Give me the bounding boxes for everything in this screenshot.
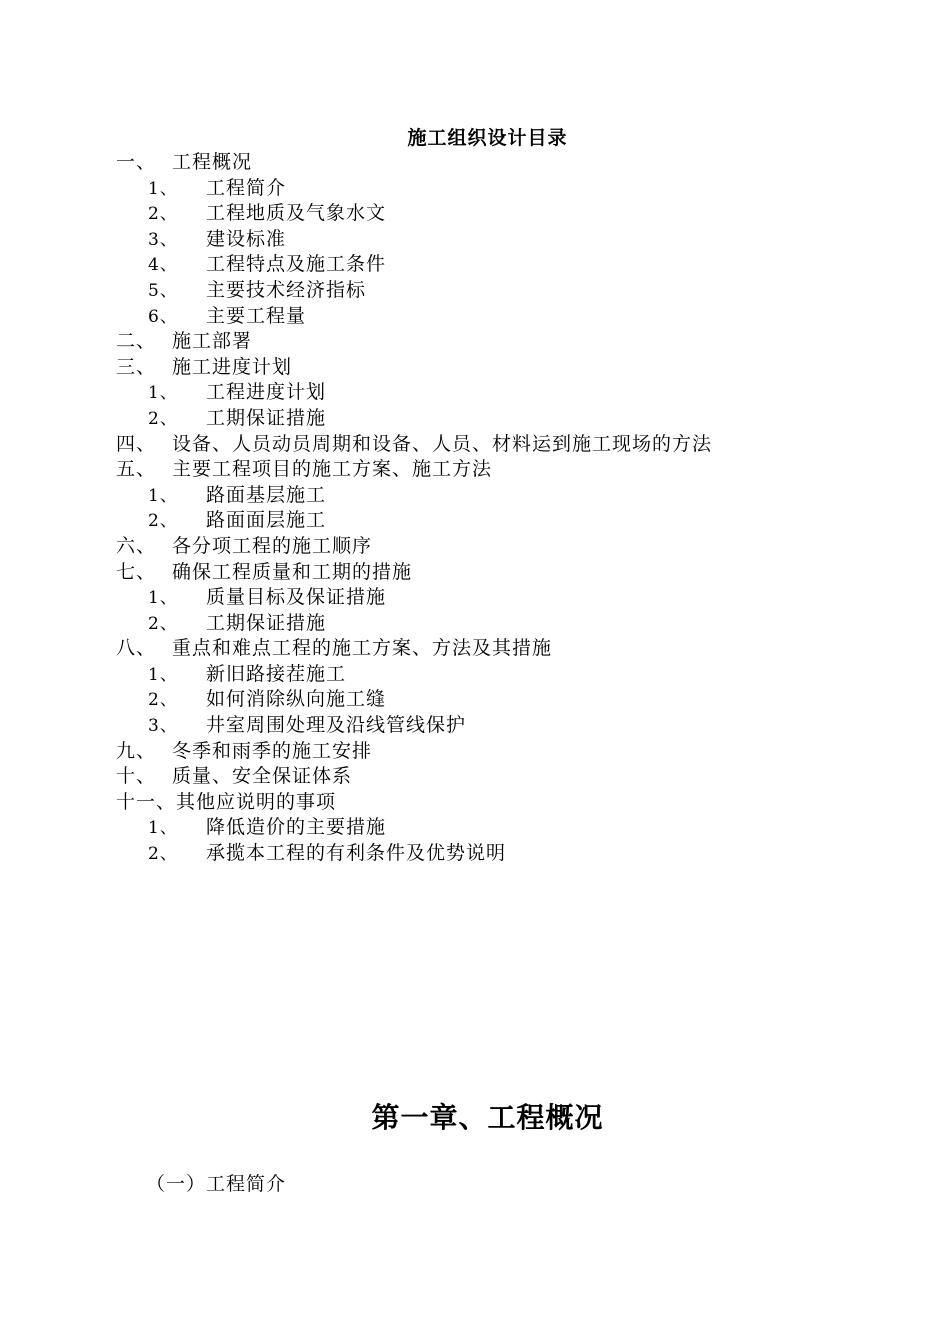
toc-entry-text: 质量、安全保证体系 [172, 765, 353, 788]
toc-entry-text: 新旧路接茬施工 [206, 662, 347, 685]
toc-chapter-entry [116, 790, 916, 816]
toc-entry-text: 主要工程量 [206, 304, 307, 327]
toc-entry-text: 施工部署 [172, 330, 253, 353]
toc-entry-number: 3、 [148, 229, 178, 250]
toc-entry-text: 工期保证措施 [206, 611, 327, 634]
toc-entry-text: 冬季和雨季的施工安排 [172, 739, 373, 762]
toc-entry-number: 1、 [148, 818, 178, 839]
toc-section-entry [116, 201, 916, 227]
toc-entry-number: 2、 [148, 408, 178, 429]
toc-chapter-entry [116, 560, 916, 586]
toc-chapter-entry [116, 329, 916, 355]
toc-section-entry [116, 815, 916, 841]
toc-entry-text: 承揽本工程的有利条件及优势说明 [206, 842, 507, 865]
toc-entry-number: 十、 [116, 765, 157, 788]
toc-entry-number: 1、 [148, 178, 178, 199]
toc-chapter-entry [116, 636, 916, 662]
toc-entry-number: 4、 [148, 255, 178, 276]
toc-entry-number: 一、 [116, 151, 157, 173]
toc-entry-text: 工程简介 [206, 176, 287, 199]
toc-section-entry [116, 508, 916, 534]
toc-entry-text: 路面面层施工 [206, 509, 327, 532]
toc-section-entry [116, 176, 916, 202]
toc-entry-text: 降低造价的主要措施 [206, 816, 387, 839]
chapter-title: 第一章、工程概况 [371, 1101, 604, 1134]
toc-section-entry [116, 304, 916, 330]
toc-entry-number: 1、 [148, 383, 178, 404]
toc-section-entry [116, 585, 916, 611]
toc-entry-number: 1、 [148, 664, 178, 685]
toc-section-entry [116, 227, 916, 253]
toc-chapter-entry [116, 150, 916, 176]
section-title: （一）工程简介 [146, 1173, 287, 1195]
toc-entry-number: 八、 [116, 637, 157, 660]
toc-section-entry [116, 713, 916, 739]
toc-entry-number: 2、 [148, 204, 178, 225]
toc-section-entry [116, 406, 916, 432]
toc-title: 施工组织设计目录 [407, 127, 568, 149]
toc-chapter-entry [116, 355, 916, 381]
toc-entry-number: 四、 [116, 432, 157, 455]
toc-entry-number: 2、 [148, 511, 178, 532]
toc-entry-text: 确保工程质量和工期的措施 [172, 560, 413, 583]
toc-entry-number: 1、 [148, 588, 178, 609]
toc-entry-text: 施工进度计划 [172, 355, 293, 378]
toc-entry-number: 3、 [148, 716, 178, 737]
toc-entry-text: 路面基层施工 [206, 483, 327, 506]
toc-entry-text: 建设标准 [206, 227, 287, 250]
toc-section-entry [116, 662, 916, 688]
toc-entry-number: 2、 [148, 844, 178, 865]
toc-entry-number: 十一、 [116, 790, 177, 813]
toc-section-entry [116, 611, 916, 637]
toc-entry-number: 七、 [116, 560, 157, 583]
toc-entry-number: 2、 [148, 690, 178, 711]
toc-entry-text: 工程概况 [172, 151, 253, 173]
toc-entry-text: 主要工程项目的施工方案、施工方法 [172, 458, 493, 481]
toc-entry-number: 1、 [148, 485, 178, 506]
toc-chapter-entry [116, 534, 916, 560]
toc-entry-text: 工程进度计划 [206, 381, 327, 404]
toc-section-entry [116, 483, 916, 509]
toc-section-entry [116, 252, 916, 278]
toc-entry-text: 井室周围处理及沿线管线保护 [206, 714, 467, 737]
toc-entry-number: 五、 [116, 458, 157, 481]
toc-entry-number: 九、 [116, 739, 157, 762]
toc-entry-number: 六、 [116, 534, 157, 557]
toc-entry-number: 三、 [116, 355, 157, 378]
toc-entry-number: 2、 [148, 613, 178, 634]
toc-chapter-entry [116, 764, 916, 790]
toc-entry-number: 二、 [116, 330, 157, 353]
toc-entry-number: 5、 [148, 280, 178, 301]
toc-entry-number: 6、 [148, 306, 178, 327]
table-of-contents [116, 150, 916, 867]
toc-chapter-entry [116, 432, 916, 458]
toc-section-entry [116, 278, 916, 304]
toc-section-entry [116, 841, 916, 867]
toc-section-entry [116, 687, 916, 713]
toc-entry-text: 其他应说明的事项 [176, 790, 337, 813]
toc-chapter-entry [116, 457, 916, 483]
toc-entry-text: 工程特点及施工条件 [206, 253, 387, 276]
toc-entry-text: 如何消除纵向施工缝 [206, 688, 387, 711]
toc-entry-text: 各分项工程的施工顺序 [172, 534, 373, 557]
toc-entry-text: 工程地质及气象水文 [206, 202, 387, 225]
toc-entry-text: 工期保证措施 [206, 406, 327, 429]
toc-entry-text: 主要技术经济指标 [206, 278, 367, 301]
toc-chapter-entry [116, 739, 916, 765]
toc-section-entry [116, 380, 916, 406]
toc-entry-text: 设备、人员动员周期和设备、人员、材料运到施工现场的方法 [172, 432, 713, 455]
toc-entry-text: 重点和难点工程的施工方案、方法及其措施 [172, 637, 553, 660]
toc-entry-text: 质量目标及保证措施 [206, 586, 387, 609]
